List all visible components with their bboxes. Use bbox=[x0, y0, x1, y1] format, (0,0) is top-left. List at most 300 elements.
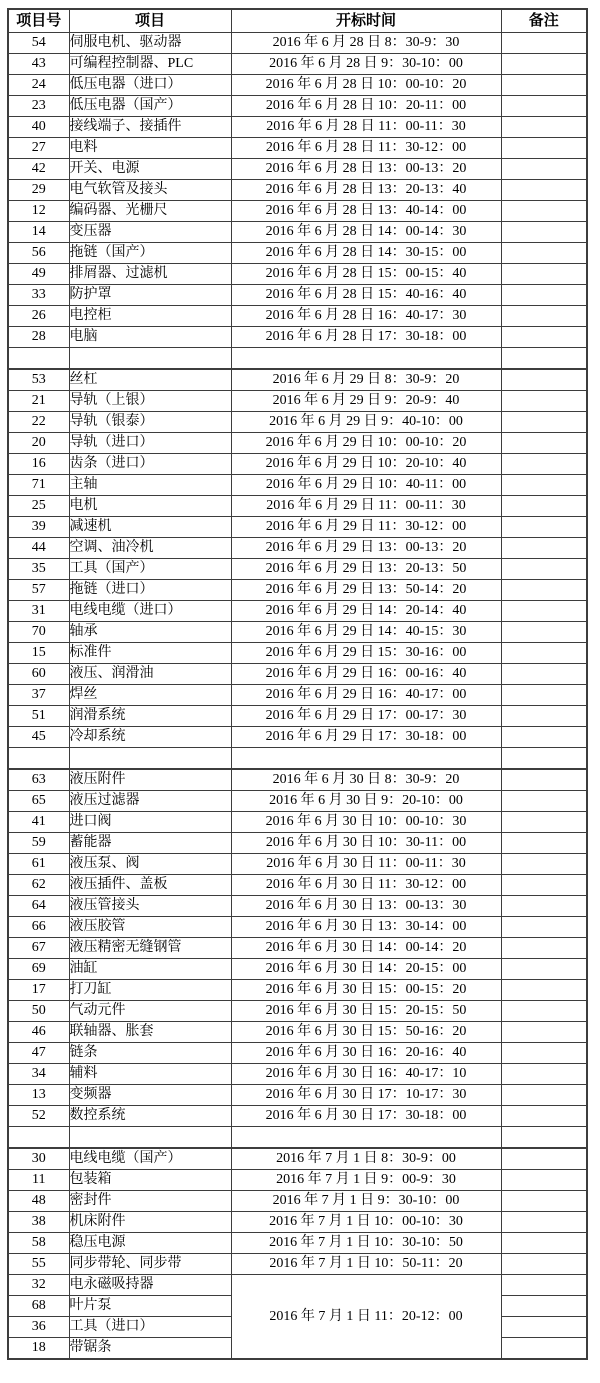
remark-cell bbox=[501, 33, 587, 54]
table-row bbox=[8, 812, 587, 833]
remark-cell bbox=[501, 685, 587, 706]
remark-cell bbox=[501, 1022, 587, 1043]
item-name-cell: 液压泵、阀 bbox=[69, 854, 231, 875]
item-no-cell: 46 bbox=[8, 1022, 69, 1043]
item-name-cell: 低压电器（国产） bbox=[69, 96, 231, 117]
item-no-cell: 20 bbox=[8, 433, 69, 454]
bid-time-cell: 2016 年 6 月 29 日 14：40-15：30 bbox=[231, 622, 501, 643]
bid-time-cell: 2016 年 6 月 29 日 10：00-10：20 bbox=[231, 433, 501, 454]
item-name-cell: 丝杠 bbox=[69, 369, 231, 391]
bid-time-cell: 2016 年 6 月 28 日 10：20-11：00 bbox=[231, 96, 501, 117]
bid-time-cell: 2016 年 7 月 1 日 8：30-9：00 bbox=[231, 1148, 501, 1170]
item-no-cell: 37 bbox=[8, 685, 69, 706]
item-no-cell: 52 bbox=[8, 1106, 69, 1127]
item-no-cell: 21 bbox=[8, 391, 69, 412]
table-row bbox=[8, 327, 587, 348]
table-row bbox=[8, 769, 587, 791]
bid-time-cell: 2016 年 7 月 1 日 9：00-9：30 bbox=[231, 1170, 501, 1191]
table-row bbox=[8, 54, 587, 75]
remark-cell bbox=[501, 896, 587, 917]
table-row bbox=[8, 601, 587, 622]
table-row bbox=[8, 1043, 587, 1064]
item-name-cell: 拖链（国产） bbox=[69, 243, 231, 264]
item-name-cell: 进口阀 bbox=[69, 812, 231, 833]
item-no-cell: 54 bbox=[8, 33, 69, 54]
table-row bbox=[8, 959, 587, 980]
item-no-cell: 22 bbox=[8, 412, 69, 433]
bid-time-cell: 2016 年 6 月 30 日 9：20-10：00 bbox=[231, 791, 501, 812]
item-name-cell: 机床附件 bbox=[69, 1212, 231, 1233]
remark-cell bbox=[501, 538, 587, 559]
item-name-cell: 电气软管及接头 bbox=[69, 180, 231, 201]
page bbox=[0, 8, 600, 1383]
item-name-cell: 电永磁吸持器 bbox=[69, 1275, 231, 1296]
item-name-cell: 液压、润滑油 bbox=[69, 664, 231, 685]
bid-time-cell: 2016 年 6 月 29 日 11：30-12：00 bbox=[231, 517, 501, 538]
remark-cell bbox=[501, 138, 587, 159]
item-name-cell: 电脑 bbox=[69, 327, 231, 348]
table-row bbox=[8, 138, 587, 159]
remark-cell bbox=[501, 243, 587, 264]
bid-time-cell: 2016 年 6 月 30 日 10：30-11：00 bbox=[231, 833, 501, 854]
item-no-cell: 44 bbox=[8, 538, 69, 559]
table-row bbox=[8, 391, 587, 412]
item-no-cell: 16 bbox=[8, 454, 69, 475]
item-name-cell: 数控系统 bbox=[69, 1106, 231, 1127]
table-row bbox=[8, 938, 587, 959]
remark-cell bbox=[501, 854, 587, 875]
table-row bbox=[8, 706, 587, 727]
item-name-cell: 标准件 bbox=[69, 643, 231, 664]
item-name-cell: 伺服电机、驱动器 bbox=[69, 33, 231, 54]
table-row bbox=[8, 496, 587, 517]
empty-cell bbox=[501, 348, 587, 370]
item-name-cell: 编码器、光栅尺 bbox=[69, 201, 231, 222]
item-no-cell: 47 bbox=[8, 1043, 69, 1064]
remark-cell bbox=[501, 1064, 587, 1085]
table-row bbox=[8, 559, 587, 580]
remark-cell bbox=[501, 180, 587, 201]
item-no-cell: 55 bbox=[8, 1254, 69, 1275]
bid-time-cell: 2016 年 7 月 1 日 9：30-10：00 bbox=[231, 1191, 501, 1212]
empty-cell bbox=[501, 1127, 587, 1149]
table-row bbox=[8, 854, 587, 875]
item-name-cell: 液压过滤器 bbox=[69, 791, 231, 812]
bid-time-cell: 2016 年 6 月 29 日 15：30-16：00 bbox=[231, 643, 501, 664]
item-no-cell: 30 bbox=[8, 1148, 69, 1170]
remark-cell bbox=[501, 706, 587, 727]
table-row bbox=[8, 664, 587, 685]
item-no-cell: 15 bbox=[8, 643, 69, 664]
remark-cell bbox=[501, 75, 587, 96]
empty-cell bbox=[8, 348, 69, 370]
header-item-name: 项目 bbox=[69, 9, 231, 33]
section-separator-row bbox=[8, 1127, 587, 1149]
item-name-cell: 导轨（进口） bbox=[69, 433, 231, 454]
item-name-cell: 接线端子、接插件 bbox=[69, 117, 231, 138]
bid-time-cell: 2016 年 6 月 29 日 13：50-14：20 bbox=[231, 580, 501, 601]
table-row bbox=[8, 243, 587, 264]
bid-time-cell: 2016 年 6 月 30 日 14：20-15：00 bbox=[231, 959, 501, 980]
remark-cell bbox=[501, 1212, 587, 1233]
table-row bbox=[8, 1064, 587, 1085]
bid-time-cell: 2016 年 6 月 30 日 13：30-14：00 bbox=[231, 917, 501, 938]
remark-cell bbox=[501, 54, 587, 75]
bid-time-cell: 2016 年 6 月 29 日 13：20-13：50 bbox=[231, 559, 501, 580]
remark-cell bbox=[501, 875, 587, 896]
item-no-cell: 62 bbox=[8, 875, 69, 896]
bid-time-cell: 2016 年 6 月 29 日 9：20-9：40 bbox=[231, 391, 501, 412]
item-no-cell: 58 bbox=[8, 1233, 69, 1254]
remark-cell bbox=[501, 264, 587, 285]
remark-cell bbox=[501, 1001, 587, 1022]
bid-time-cell: 2016 年 6 月 28 日 15：40-16：40 bbox=[231, 285, 501, 306]
item-no-cell: 41 bbox=[8, 812, 69, 833]
item-no-cell: 65 bbox=[8, 791, 69, 812]
bid-time-cell: 2016 年 6 月 30 日 10：00-10：30 bbox=[231, 812, 501, 833]
bid-time-cell: 2016 年 6 月 28 日 11：00-11：30 bbox=[231, 117, 501, 138]
item-name-cell: 拖链（进口） bbox=[69, 580, 231, 601]
table-row bbox=[8, 96, 587, 117]
bid-time-cell: 2016 年 6 月 29 日 14：20-14：40 bbox=[231, 601, 501, 622]
item-name-cell: 导轨（上银） bbox=[69, 391, 231, 412]
bid-time-cell: 2016 年 6 月 28 日 13：40-14：00 bbox=[231, 201, 501, 222]
remark-cell bbox=[501, 1296, 587, 1317]
bid-time-cell: 2016 年 6 月 30 日 15：20-15：50 bbox=[231, 1001, 501, 1022]
header-remark: 备注 bbox=[501, 9, 587, 33]
table-row bbox=[8, 33, 587, 54]
table-row bbox=[8, 791, 587, 812]
empty-cell bbox=[231, 1127, 501, 1149]
item-no-cell: 38 bbox=[8, 1212, 69, 1233]
item-no-cell: 12 bbox=[8, 201, 69, 222]
bid-time-cell: 2016 年 6 月 29 日 11：00-11：30 bbox=[231, 496, 501, 517]
remark-cell bbox=[501, 96, 587, 117]
item-name-cell: 排屑器、过滤机 bbox=[69, 264, 231, 285]
item-name-cell: 低压电器（进口） bbox=[69, 75, 231, 96]
item-no-cell: 25 bbox=[8, 496, 69, 517]
item-name-cell: 可编程控制器、PLC bbox=[69, 54, 231, 75]
remark-cell bbox=[501, 159, 587, 180]
item-no-cell: 59 bbox=[8, 833, 69, 854]
bid-time-cell: 2016 年 6 月 30 日 16：20-16：40 bbox=[231, 1043, 501, 1064]
remark-cell bbox=[501, 496, 587, 517]
item-name-cell: 打刀缸 bbox=[69, 980, 231, 1001]
table-row bbox=[8, 1191, 587, 1212]
empty-cell bbox=[69, 748, 231, 770]
table-row bbox=[8, 517, 587, 538]
remark-cell bbox=[501, 201, 587, 222]
bid-time-cell: 2016 年 6 月 29 日 16：00-16：40 bbox=[231, 664, 501, 685]
remark-cell bbox=[501, 980, 587, 1001]
empty-cell bbox=[8, 1127, 69, 1149]
remark-cell bbox=[501, 117, 587, 138]
item-no-cell: 39 bbox=[8, 517, 69, 538]
item-name-cell: 空调、油冷机 bbox=[69, 538, 231, 559]
item-name-cell: 主轴 bbox=[69, 475, 231, 496]
item-name-cell: 工具（进口） bbox=[69, 1317, 231, 1338]
remark-cell bbox=[501, 222, 587, 243]
remark-cell bbox=[501, 959, 587, 980]
empty-cell bbox=[231, 748, 501, 770]
table-row bbox=[8, 117, 587, 138]
item-name-cell: 开关、电源 bbox=[69, 159, 231, 180]
bid-time-cell: 2016 年 6 月 30 日 11：00-11：30 bbox=[231, 854, 501, 875]
item-no-cell: 33 bbox=[8, 285, 69, 306]
bid-time-cell: 2016 年 6 月 30 日 14：00-14：20 bbox=[231, 938, 501, 959]
item-name-cell: 减速机 bbox=[69, 517, 231, 538]
table-row bbox=[8, 727, 587, 748]
table-row bbox=[8, 1001, 587, 1022]
table-row bbox=[8, 917, 587, 938]
item-no-cell: 42 bbox=[8, 159, 69, 180]
item-name-cell: 联轴器、胀套 bbox=[69, 1022, 231, 1043]
bid-time-cell: 2016 年 6 月 29 日 8：30-9：20 bbox=[231, 369, 501, 391]
remark-cell bbox=[501, 580, 587, 601]
item-no-cell: 13 bbox=[8, 1085, 69, 1106]
bid-time-cell: 2016 年 6 月 29 日 17：30-18：00 bbox=[231, 727, 501, 748]
item-name-cell: 电控柜 bbox=[69, 306, 231, 327]
table-row bbox=[8, 180, 587, 201]
item-no-cell: 45 bbox=[8, 727, 69, 748]
bid-time-cell: 2016 年 6 月 30 日 8：30-9：20 bbox=[231, 769, 501, 791]
table-row bbox=[8, 833, 587, 854]
header-row bbox=[8, 9, 587, 33]
table-row bbox=[8, 1106, 587, 1127]
item-name-cell: 焊丝 bbox=[69, 685, 231, 706]
table-row bbox=[8, 433, 587, 454]
item-name-cell: 液压胶管 bbox=[69, 917, 231, 938]
item-name-cell: 电线电缆（进口） bbox=[69, 601, 231, 622]
bid-time-cell: 2016 年 6 月 28 日 17：30-18：00 bbox=[231, 327, 501, 348]
item-no-cell: 66 bbox=[8, 917, 69, 938]
bid-time-cell: 2016 年 6 月 28 日 14：30-15：00 bbox=[231, 243, 501, 264]
remark-cell bbox=[501, 1233, 587, 1254]
item-no-cell: 27 bbox=[8, 138, 69, 159]
item-name-cell: 液压插件、盖板 bbox=[69, 875, 231, 896]
empty-cell bbox=[69, 1127, 231, 1149]
bid-time-cell: 2016 年 6 月 28 日 13：20-13：40 bbox=[231, 180, 501, 201]
bid-time-cell: 2016 年 6 月 28 日 9：30-10：00 bbox=[231, 54, 501, 75]
item-no-cell: 63 bbox=[8, 769, 69, 791]
remark-cell bbox=[501, 433, 587, 454]
table-row bbox=[8, 1170, 587, 1191]
remark-cell bbox=[501, 517, 587, 538]
empty-cell bbox=[69, 348, 231, 370]
remark-cell bbox=[501, 327, 587, 348]
bid-time-cell: 2016 年 7 月 1 日 10：00-10：30 bbox=[231, 1212, 501, 1233]
item-no-cell: 60 bbox=[8, 664, 69, 685]
table-row bbox=[8, 454, 587, 475]
table-row bbox=[8, 538, 587, 559]
item-no-cell: 50 bbox=[8, 1001, 69, 1022]
bid-time-cell: 2016 年 6 月 29 日 10：40-11：00 bbox=[231, 475, 501, 496]
bid-time-cell: 2016 年 6 月 28 日 8：30-9：30 bbox=[231, 33, 501, 54]
table-row bbox=[8, 201, 587, 222]
item-no-cell: 67 bbox=[8, 938, 69, 959]
table-row bbox=[8, 159, 587, 180]
bid-time-cell: 2016 年 6 月 28 日 15：00-15：40 bbox=[231, 264, 501, 285]
item-no-cell: 64 bbox=[8, 896, 69, 917]
bid-time-cell: 2016 年 6 月 28 日 14：00-14：30 bbox=[231, 222, 501, 243]
item-no-cell: 36 bbox=[8, 1317, 69, 1338]
item-name-cell: 齿条（进口） bbox=[69, 454, 231, 475]
item-no-cell: 71 bbox=[8, 475, 69, 496]
item-name-cell: 变频器 bbox=[69, 1085, 231, 1106]
table-row bbox=[8, 1085, 587, 1106]
remark-cell bbox=[501, 475, 587, 496]
table-row bbox=[8, 1254, 587, 1275]
remark-cell bbox=[501, 664, 587, 685]
empty-cell bbox=[231, 348, 501, 370]
table-body bbox=[8, 33, 587, 1360]
item-name-cell: 稳压电源 bbox=[69, 1233, 231, 1254]
item-name-cell: 冷却系统 bbox=[69, 727, 231, 748]
item-no-cell: 69 bbox=[8, 959, 69, 980]
table-row bbox=[8, 685, 587, 706]
item-no-cell: 53 bbox=[8, 369, 69, 391]
item-no-cell: 70 bbox=[8, 622, 69, 643]
bid-time-cell: 2016 年 6 月 30 日 17：30-18：00 bbox=[231, 1106, 501, 1127]
table-row bbox=[8, 1233, 587, 1254]
bid-time-cell: 2016 年 6 月 30 日 16：40-17：10 bbox=[231, 1064, 501, 1085]
table-row bbox=[8, 285, 587, 306]
remark-cell bbox=[501, 412, 587, 433]
remark-cell bbox=[501, 1254, 587, 1275]
item-name-cell: 润滑系统 bbox=[69, 706, 231, 727]
bid-time-cell: 2016 年 6 月 29 日 10：20-10：40 bbox=[231, 454, 501, 475]
bid-time-cell: 2016 年 6 月 29 日 17：00-17：30 bbox=[231, 706, 501, 727]
bid-time-cell: 2016 年 6 月 28 日 10：00-10：20 bbox=[231, 75, 501, 96]
remark-cell bbox=[501, 917, 587, 938]
item-name-cell: 蓄能器 bbox=[69, 833, 231, 854]
table-row bbox=[8, 580, 587, 601]
item-name-cell: 导轨（银泰） bbox=[69, 412, 231, 433]
table-row bbox=[8, 1212, 587, 1233]
item-name-cell: 液压精密无缝钢管 bbox=[69, 938, 231, 959]
item-name-cell: 气动元件 bbox=[69, 1001, 231, 1022]
item-no-cell: 56 bbox=[8, 243, 69, 264]
remark-cell bbox=[501, 559, 587, 580]
remark-cell bbox=[501, 769, 587, 791]
bid-time-cell: 2016 年 6 月 29 日 13：00-13：20 bbox=[231, 538, 501, 559]
item-name-cell: 变压器 bbox=[69, 222, 231, 243]
bid-time-cell: 2016 年 6 月 30 日 15：00-15：20 bbox=[231, 980, 501, 1001]
remark-cell bbox=[501, 833, 587, 854]
item-no-cell: 35 bbox=[8, 559, 69, 580]
table-row bbox=[8, 896, 587, 917]
table-row bbox=[8, 75, 587, 96]
item-name-cell: 密封件 bbox=[69, 1191, 231, 1212]
item-no-cell: 23 bbox=[8, 96, 69, 117]
bid-time-cell: 2016 年 6 月 30 日 17：10-17：30 bbox=[231, 1085, 501, 1106]
table-row bbox=[8, 475, 587, 496]
item-name-cell: 链条 bbox=[69, 1043, 231, 1064]
item-name-cell: 包装箱 bbox=[69, 1170, 231, 1191]
bid-time-cell: 2016 年 6 月 28 日 16：40-17：30 bbox=[231, 306, 501, 327]
item-no-cell: 40 bbox=[8, 117, 69, 138]
item-name-cell: 电机 bbox=[69, 496, 231, 517]
bid-time-cell: 2016 年 7 月 1 日 10：30-10：50 bbox=[231, 1233, 501, 1254]
bid-time-cell: 2016 年 6 月 28 日 13：00-13：20 bbox=[231, 159, 501, 180]
item-no-cell: 61 bbox=[8, 854, 69, 875]
header-bid-time: 开标时间 bbox=[231, 9, 501, 33]
remark-cell bbox=[501, 791, 587, 812]
bid-time-cell: 2016 年 7 月 1 日 11：20-12：00 bbox=[231, 1275, 501, 1360]
remark-cell bbox=[501, 622, 587, 643]
remark-cell bbox=[501, 306, 587, 327]
bid-time-cell: 2016 年 6 月 28 日 11：30-12：00 bbox=[231, 138, 501, 159]
table-row bbox=[8, 412, 587, 433]
table-row bbox=[8, 622, 587, 643]
item-name-cell: 带锯条 bbox=[69, 1338, 231, 1360]
remark-cell bbox=[501, 938, 587, 959]
remark-cell bbox=[501, 1317, 587, 1338]
item-no-cell: 24 bbox=[8, 75, 69, 96]
item-name-cell: 叶片泵 bbox=[69, 1296, 231, 1317]
remark-cell bbox=[501, 1170, 587, 1191]
item-no-cell: 18 bbox=[8, 1338, 69, 1360]
remark-cell bbox=[501, 1275, 587, 1296]
item-no-cell: 48 bbox=[8, 1191, 69, 1212]
item-no-cell: 28 bbox=[8, 327, 69, 348]
remark-cell bbox=[501, 812, 587, 833]
header-item-no: 项目号 bbox=[8, 9, 69, 33]
bid-time-cell: 2016 年 6 月 29 日 16：40-17：00 bbox=[231, 685, 501, 706]
remark-cell bbox=[501, 601, 587, 622]
item-no-cell: 43 bbox=[8, 54, 69, 75]
item-no-cell: 26 bbox=[8, 306, 69, 327]
table-row bbox=[8, 1148, 587, 1170]
table-row bbox=[8, 369, 587, 391]
remark-cell bbox=[501, 285, 587, 306]
table-row bbox=[8, 264, 587, 285]
item-no-cell: 29 bbox=[8, 180, 69, 201]
remark-cell bbox=[501, 1191, 587, 1212]
remark-cell bbox=[501, 1085, 587, 1106]
bid-time-cell: 2016 年 7 月 1 日 10：50-11：20 bbox=[231, 1254, 501, 1275]
item-no-cell: 32 bbox=[8, 1275, 69, 1296]
table-row bbox=[8, 1275, 587, 1296]
item-name-cell: 同步带轮、同步带 bbox=[69, 1254, 231, 1275]
remark-cell bbox=[501, 1106, 587, 1127]
remark-cell bbox=[501, 1043, 587, 1064]
item-no-cell: 31 bbox=[8, 601, 69, 622]
table-row bbox=[8, 643, 587, 664]
item-no-cell: 14 bbox=[8, 222, 69, 243]
item-name-cell: 电料 bbox=[69, 138, 231, 159]
bid-schedule-table bbox=[7, 8, 588, 1360]
item-no-cell: 34 bbox=[8, 1064, 69, 1085]
item-no-cell: 68 bbox=[8, 1296, 69, 1317]
remark-cell bbox=[501, 727, 587, 748]
item-no-cell: 51 bbox=[8, 706, 69, 727]
table-row bbox=[8, 306, 587, 327]
bid-time-cell: 2016 年 6 月 30 日 13：00-13：30 bbox=[231, 896, 501, 917]
item-name-cell: 防护罩 bbox=[69, 285, 231, 306]
item-no-cell: 17 bbox=[8, 980, 69, 1001]
item-name-cell: 液压附件 bbox=[69, 769, 231, 791]
item-name-cell: 液压管接头 bbox=[69, 896, 231, 917]
bid-time-cell: 2016 年 6 月 30 日 11：30-12：00 bbox=[231, 875, 501, 896]
bid-time-cell: 2016 年 6 月 30 日 15：50-16：20 bbox=[231, 1022, 501, 1043]
remark-cell bbox=[501, 454, 587, 475]
section-separator-row bbox=[8, 748, 587, 770]
remark-cell bbox=[501, 1148, 587, 1170]
section-separator-row bbox=[8, 348, 587, 370]
item-no-cell: 49 bbox=[8, 264, 69, 285]
item-name-cell: 工具（国产） bbox=[69, 559, 231, 580]
